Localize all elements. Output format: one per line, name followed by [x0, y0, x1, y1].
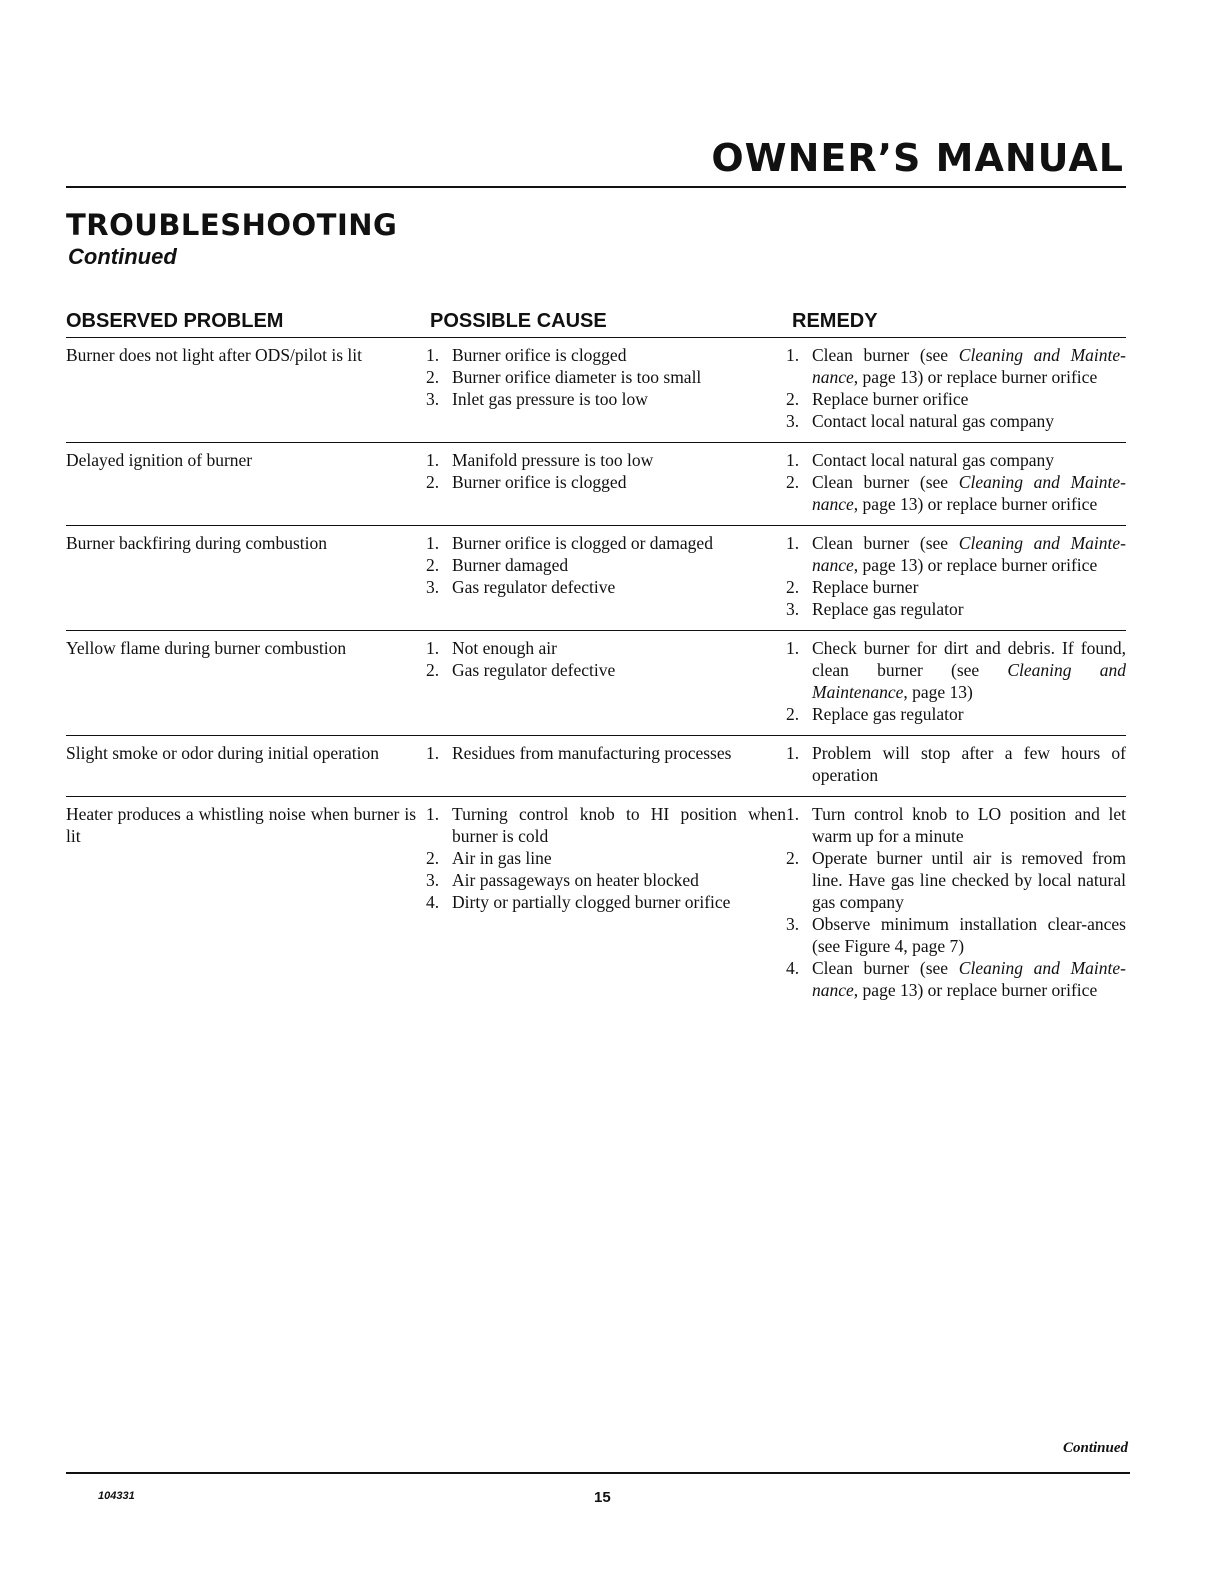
- section-title: TROUBLESHOOTING: [66, 208, 398, 242]
- remedies: [786, 803, 1126, 1001]
- observed-problem: Heater produces a whistling noise when burner is lit: [66, 804, 416, 846]
- remedy-number: 2.: [786, 389, 800, 409]
- remedy-text: [812, 576, 1126, 598]
- cause-item: [426, 803, 786, 847]
- remedy-text-start: Problem will stop after a few hours of operation: [812, 743, 1126, 785]
- observed-problem: Delayed ignition of burner: [66, 450, 253, 470]
- cause-item: [426, 637, 786, 659]
- remedy-text-end: , page 13) or replace burner orifice: [853, 980, 1098, 1000]
- remedy-text: [812, 344, 1126, 388]
- cause-item: [426, 388, 786, 410]
- remedy-number: 1.: [786, 804, 800, 824]
- footer-rule: [66, 1472, 1130, 1474]
- cause-number: 3.: [426, 389, 440, 409]
- cause-text: Burner orifice is clogged: [452, 472, 627, 492]
- cause-item: [426, 344, 786, 366]
- troubleshooting-table: [66, 337, 1126, 1011]
- remedy-reference: Cleaning and Maintenance: [812, 660, 1126, 702]
- cause-number: 2.: [426, 555, 440, 575]
- table-row: [66, 525, 1126, 630]
- remedy-number: 3.: [786, 599, 800, 619]
- cause-text: Gas regulator defective: [452, 577, 616, 597]
- remedy-reference: Cleaning and Mainte-nance: [812, 533, 1126, 575]
- remedy-number: 4.: [786, 958, 800, 978]
- cause-number: 1.: [426, 533, 440, 553]
- remedy-text: [812, 957, 1126, 1001]
- remedy-text: [812, 471, 1126, 515]
- table-row: [66, 796, 1126, 1011]
- remedy-reference: Cleaning and Mainte-nance: [812, 345, 1126, 387]
- remedy-item: [786, 703, 1126, 725]
- remedy-text: [812, 742, 1126, 786]
- possible-causes: [426, 637, 786, 725]
- table-row: [66, 337, 1126, 442]
- remedy-item: [786, 576, 1126, 598]
- cause-number: 1.: [426, 450, 440, 470]
- table-row: [66, 630, 1126, 735]
- remedy-item: [786, 847, 1126, 913]
- remedy-item: [786, 410, 1126, 432]
- cause-text: Burner orifice is clogged or damaged: [452, 533, 713, 553]
- remedy-text-start: Turn control knob to LO position and let warm up for a minute: [812, 804, 1126, 846]
- remedy-text-start: Operate burner until air is removed from line. Have gas line checked by local natural gas company: [812, 848, 1126, 912]
- remedy-text-end: , page 13): [903, 682, 973, 702]
- remedy-text-end: , page 13) or replace burner orifice: [853, 494, 1098, 514]
- remedies: [786, 637, 1126, 725]
- remedy-text-start: Clean burner (see: [812, 472, 959, 492]
- cause-text: Burner orifice is clogged: [452, 345, 627, 365]
- cause-number: 2.: [426, 472, 440, 492]
- remedy-text: [812, 803, 1126, 847]
- possible-causes: [426, 532, 786, 620]
- cause-item: [426, 366, 786, 388]
- remedy-item: [786, 957, 1126, 1001]
- column-header-cause: POSSIBLE CAUSE: [430, 310, 607, 332]
- observed-problem: Burner does not light after ODS/pilot is lit: [66, 345, 363, 365]
- remedy-item: [786, 637, 1126, 703]
- remedy-number: 1.: [786, 533, 800, 553]
- remedy-text: [812, 410, 1126, 432]
- remedy-number: 1.: [786, 743, 800, 763]
- remedy-text: [812, 449, 1126, 471]
- remedy-item: [786, 471, 1126, 515]
- remedy-number: 2.: [786, 472, 800, 492]
- cause-number: 2.: [426, 367, 440, 387]
- remedy-reference: Cleaning and Mainte-nance: [812, 472, 1126, 514]
- cause-item: [426, 576, 786, 598]
- cause-number: 3.: [426, 870, 440, 890]
- table-row: [66, 735, 1126, 796]
- remedy-number: 3.: [786, 914, 800, 934]
- remedy-text: [812, 637, 1126, 703]
- remedy-text-start: Contact local natural gas company: [812, 450, 1055, 470]
- cause-item: [426, 449, 786, 471]
- remedy-item: [786, 449, 1126, 471]
- remedy-item: [786, 913, 1126, 957]
- cause-number: 4.: [426, 892, 440, 912]
- cause-item: [426, 659, 786, 681]
- cause-item: [426, 742, 786, 764]
- cause-text: Burner damaged: [452, 555, 569, 575]
- cause-text: Manifold pressure is too low: [452, 450, 654, 470]
- remedy-item: [786, 532, 1126, 576]
- cause-number: 2.: [426, 848, 440, 868]
- remedy-number: 1.: [786, 450, 800, 470]
- cause-number: 1.: [426, 638, 440, 658]
- observed-problem: Burner backfiring during combustion: [66, 533, 327, 553]
- column-header-remedy: REMEDY: [792, 310, 878, 332]
- remedies: [786, 532, 1126, 620]
- remedy-text-start: Replace gas regulator: [812, 599, 964, 619]
- possible-causes: [426, 803, 786, 1001]
- section-subtitle: Continued: [68, 244, 177, 269]
- cause-item: [426, 847, 786, 869]
- cause-text: Not enough air: [452, 638, 557, 658]
- cause-text: Turning control knob to HI position when burner is cold: [452, 804, 786, 846]
- remedy-number: 2.: [786, 704, 800, 724]
- remedy-text-start: Clean burner (see: [812, 345, 959, 365]
- remedy-item: [786, 388, 1126, 410]
- remedy-text: [812, 388, 1126, 410]
- remedy-item: [786, 803, 1126, 847]
- cause-number: 1.: [426, 804, 440, 824]
- remedy-number: 1.: [786, 638, 800, 658]
- remedy-number: 2.: [786, 577, 800, 597]
- cause-text: Dirty or partially clogged burner orifice: [452, 892, 731, 912]
- remedies: [786, 344, 1126, 432]
- remedy-item: [786, 344, 1126, 388]
- cause-text: Inlet gas pressure is too low: [452, 389, 648, 409]
- possible-causes: [426, 742, 786, 786]
- remedy-text-start: Clean burner (see: [812, 958, 959, 978]
- cause-item: [426, 532, 786, 554]
- remedy-text: [812, 532, 1126, 576]
- cause-text: Burner orifice diameter is too small: [452, 367, 702, 387]
- cause-number: 2.: [426, 660, 440, 680]
- remedy-text-end: , page 13) or replace burner orifice: [853, 367, 1098, 387]
- cause-item: [426, 471, 786, 493]
- cause-number: 1.: [426, 743, 440, 763]
- cause-item: [426, 554, 786, 576]
- remedy-item: [786, 598, 1126, 620]
- cause-item: [426, 869, 786, 891]
- remedy-reference: Cleaning and Mainte-nance: [812, 958, 1126, 1000]
- remedies: [786, 742, 1126, 786]
- header-rule: [66, 186, 1126, 188]
- remedy-text-start: Replace burner: [812, 577, 919, 597]
- cause-item: [426, 891, 786, 913]
- remedy-text: [812, 703, 1126, 725]
- remedy-number: 3.: [786, 411, 800, 431]
- possible-causes: [426, 344, 786, 432]
- document-code: 104331: [98, 1490, 135, 1502]
- remedy-text-end: , page 13) or replace burner orifice: [853, 555, 1098, 575]
- cause-number: 3.: [426, 577, 440, 597]
- cause-text: Air passageways on heater blocked: [452, 870, 699, 890]
- manual-title: OWNER’S MANUAL: [711, 136, 1124, 180]
- remedy-text-start: Clean burner (see: [812, 533, 959, 553]
- page-number: 15: [594, 1489, 611, 1506]
- remedy-text: [812, 598, 1126, 620]
- observed-problem: Slight smoke or odor during initial operation: [66, 743, 380, 763]
- remedy-item: [786, 742, 1126, 786]
- remedy-text-start: Observe minimum installation clear-ances (see Figure 4, page 7): [812, 914, 1126, 956]
- observed-problem: Yellow flame during burner combustion: [66, 638, 347, 658]
- remedy-text-start: Replace gas regulator: [812, 704, 964, 724]
- remedies: [786, 449, 1126, 515]
- remedy-number: 2.: [786, 848, 800, 868]
- cause-text: Residues from manufacturing processes: [452, 743, 732, 763]
- column-header-problem: OBSERVED PROBLEM: [66, 310, 284, 332]
- remedy-text: [812, 847, 1126, 913]
- footer-continued: Continued: [1062, 1440, 1128, 1456]
- cause-text: Gas regulator defective: [452, 660, 616, 680]
- remedy-number: 1.: [786, 345, 800, 365]
- remedy-text: [812, 913, 1126, 957]
- remedy-text-start: Check burner for dirt and debris. If found, clean burner (see: [812, 638, 1126, 680]
- table-row: [66, 442, 1126, 525]
- possible-causes: [426, 449, 786, 515]
- remedy-text-start: Replace burner orifice: [812, 389, 969, 409]
- cause-text: Air in gas line: [452, 848, 552, 868]
- cause-number: 1.: [426, 345, 440, 365]
- remedy-text-start: Contact local natural gas company: [812, 411, 1055, 431]
